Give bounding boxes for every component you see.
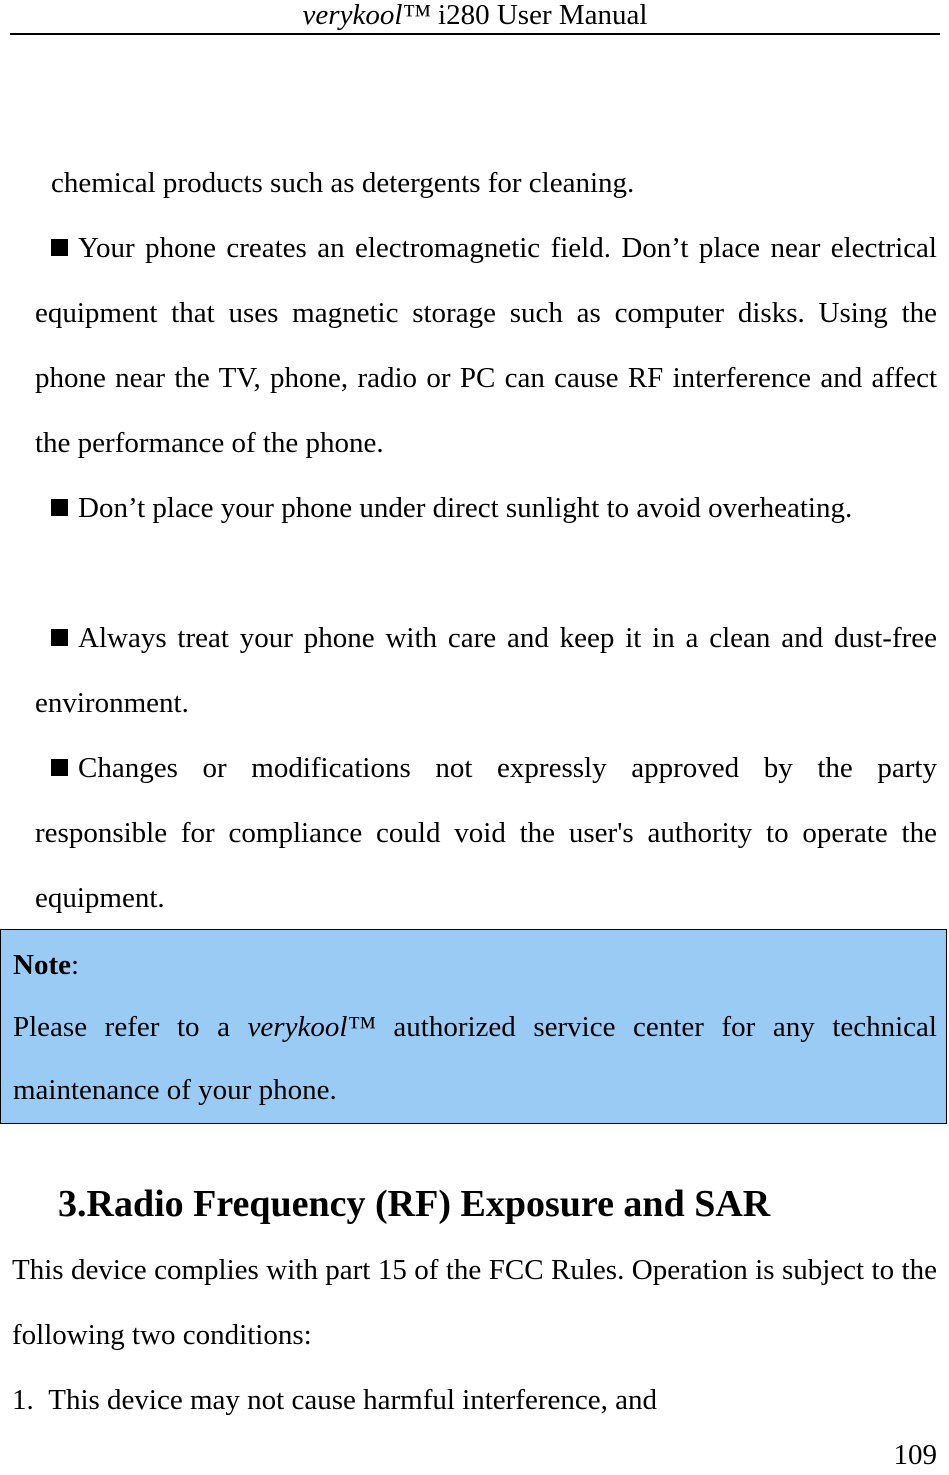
note-body: [13, 996, 937, 1122]
intro-line: chemical products such as detergents for cleaning.: [51, 167, 635, 199]
section-paragraph: This device complies with part 15 of the FCC Rules. Operation is subject to the following two conditions:: [12, 1254, 937, 1351]
bullet-item-3: [35, 606, 937, 736]
section-number: 3.: [58, 1183, 87, 1225]
note-title: [13, 940, 79, 990]
square-bullet-icon: [51, 629, 68, 646]
square-bullet-icon: [51, 499, 68, 516]
note-body-start: Please refer to a: [13, 1011, 248, 1043]
list-item: [12, 1368, 657, 1433]
note-body-end: authorized service center for any technical maintenance of your phone.: [13, 1011, 937, 1106]
list-text: This device may not cause harmful interference, and: [48, 1384, 657, 1416]
section-heading: [58, 1178, 770, 1230]
bullet-item-4: [35, 736, 937, 931]
list-number: 1.: [12, 1384, 34, 1416]
bullet-text-3: Always treat your phone with care and keep it in a clean and dust-free environment.: [35, 622, 937, 719]
bullet-item-1: [35, 216, 937, 476]
note-brand: verykool™: [247, 1011, 376, 1043]
bullet-item-2: [35, 476, 937, 541]
bullet-text-2: Don’t place your phone under direct sunlight to avoid overheating.: [78, 492, 853, 524]
note-label: Note: [13, 949, 71, 981]
square-bullet-icon: [51, 239, 68, 256]
note-box: [0, 929, 947, 1124]
page-number: 109: [893, 1439, 937, 1471]
note-colon: :: [70, 949, 80, 981]
square-bullet-icon: [51, 759, 68, 776]
header-brand: verykool™: [302, 0, 431, 31]
section-title: Radio Frequency (RF) Exposure and SAR: [86, 1183, 771, 1225]
bullet-text-4: Changes or modifications not expressly approved by the party responsible for compliance could void the user's authority to operate the equipment.: [35, 752, 937, 914]
bullet-text-1: Your phone creates an electromagnetic field. Don’t place near electrical equipment that uses magnetic storage such as computer disks. Using the phone near the TV, phone, radio or PC can cause RF interference and affect the performance of the phone.: [35, 232, 937, 459]
page-header: [10, 0, 940, 35]
header-title: i280 User Manual: [430, 0, 648, 31]
